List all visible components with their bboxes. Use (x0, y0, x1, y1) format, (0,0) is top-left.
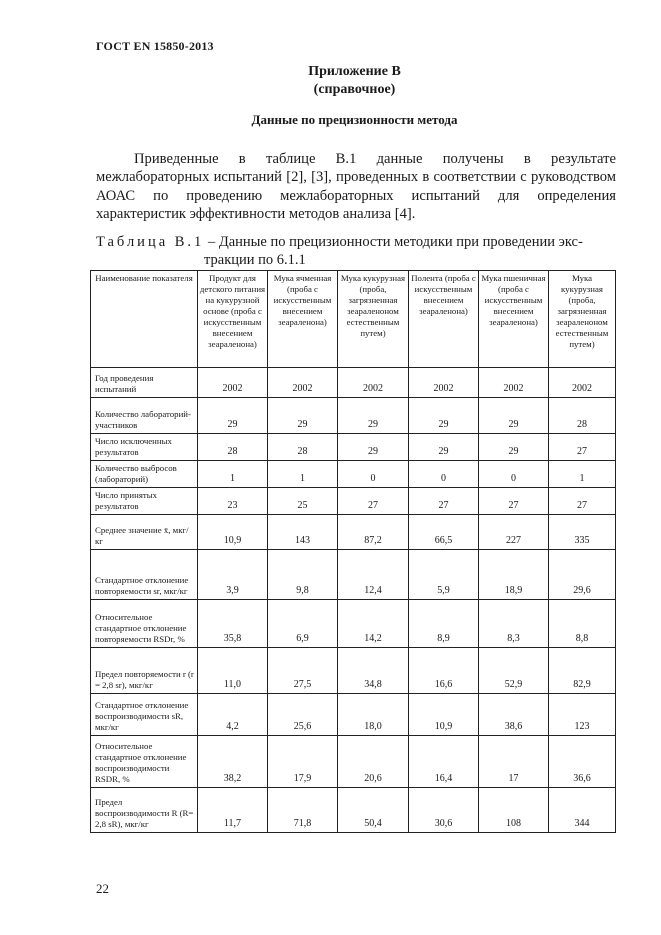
cell-value: 23 (198, 488, 268, 515)
cell-value: 25 (268, 488, 338, 515)
cell-value: 0 (479, 461, 549, 488)
cell-value: 27 (409, 488, 479, 515)
cell-value: 30,6 (409, 788, 479, 833)
header-sample-4: Полента (проба с искусственным внесением зеараленона) (409, 271, 479, 368)
cell-value: 29 (479, 434, 549, 461)
cell-value: 2002 (268, 368, 338, 398)
cell-value: 3,9 (198, 550, 268, 600)
header-parameter: Наименование показателя (91, 271, 198, 368)
cell-value: 2002 (549, 368, 616, 398)
cell-value: 87,2 (338, 515, 409, 550)
row-parameter-name: Число исключенных результатов (91, 434, 198, 461)
header-sample-6: Мука кукурузная (проба, загрязненная зеараленоном естественным путем) (549, 271, 616, 368)
cell-value: 14,2 (338, 600, 409, 648)
table-row (91, 398, 616, 434)
cell-value: 8,8 (549, 600, 616, 648)
cell-value: 2002 (409, 368, 479, 398)
caption-text-line2: тракции по 6.1.1 (204, 252, 306, 268)
cell-value: 6,9 (268, 600, 338, 648)
cell-value: 143 (268, 515, 338, 550)
caption-label: Таблица В.1 (96, 234, 205, 250)
cell-value: 11,0 (198, 648, 268, 694)
cell-value: 1 (268, 461, 338, 488)
cell-value: 29 (198, 398, 268, 434)
cell-value: 34,8 (338, 648, 409, 694)
table-row (91, 694, 616, 736)
table-row (91, 550, 616, 600)
header-sample-5: Мука пшеничная (проба с искусственным внесением зеараленона) (479, 271, 549, 368)
cell-value: 344 (549, 788, 616, 833)
table-row (91, 488, 616, 515)
appendix-title: Приложение В (308, 64, 401, 79)
cell-value: 16,4 (409, 736, 479, 788)
cell-value: 28 (268, 434, 338, 461)
cell-value: 1 (198, 461, 268, 488)
row-parameter-name: Стандартное отклонение повторяемости sr, мкг/кг (91, 550, 198, 600)
row-parameter-name: Относительное стандартное отклонение воспроизводимости RSDR, % (91, 736, 198, 788)
row-parameter-name: Год проведения испытаний (91, 368, 198, 398)
table-row (91, 648, 616, 694)
row-parameter-name: Среднее значение x̄, мкг/кг (91, 515, 198, 550)
row-parameter-name: Число принятых результатов (91, 488, 198, 515)
row-parameter-name: Стандартное отклонение воспроизводимости sR, мкг/кг (91, 694, 198, 736)
cell-value: 10,9 (409, 694, 479, 736)
appendix-heading (0, 63, 661, 99)
cell-value: 29 (338, 398, 409, 434)
header-sample-2: Мука ячменная (проба с искусственным внесением зеараленона) (268, 271, 338, 368)
cell-value: 8,3 (479, 600, 549, 648)
cell-value: 9,8 (268, 550, 338, 600)
table-row (91, 788, 616, 833)
cell-value: 12,4 (338, 550, 409, 600)
cell-value: 35,8 (198, 600, 268, 648)
cell-value: 2002 (338, 368, 409, 398)
table-row (91, 515, 616, 550)
cell-value: 66,5 (409, 515, 479, 550)
cell-value: 227 (479, 515, 549, 550)
cell-value: 5,9 (409, 550, 479, 600)
table-row (91, 434, 616, 461)
cell-value: 27 (338, 488, 409, 515)
cell-value: 335 (549, 515, 616, 550)
cell-value: 82,9 (549, 648, 616, 694)
table-row (91, 600, 616, 648)
caption-text-line1: – Данные по прецизионности методики при проведении экс- (204, 234, 583, 250)
cell-value: 28 (549, 398, 616, 434)
row-parameter-name: Предел повторяемости r (r = 2,8 sr), мкг/кг (91, 648, 198, 694)
cell-value: 123 (549, 694, 616, 736)
cell-value: 29 (409, 434, 479, 461)
cell-value: 28 (198, 434, 268, 461)
cell-value: 29 (268, 398, 338, 434)
row-parameter-name: Количество лабораторий-участников (91, 398, 198, 434)
appendix-subtitle: (справочное) (313, 82, 396, 97)
cell-value: 27,5 (268, 648, 338, 694)
cell-value: 0 (338, 461, 409, 488)
cell-value: 71,8 (268, 788, 338, 833)
cell-value: 27 (549, 488, 616, 515)
cell-value: 27 (479, 488, 549, 515)
cell-value: 10,9 (198, 515, 268, 550)
section-title: Данные по прецизионности метода (251, 112, 458, 127)
cell-value: 17 (479, 736, 549, 788)
cell-value: 17,9 (268, 736, 338, 788)
cell-value: 18,0 (338, 694, 409, 736)
table-row (91, 368, 616, 398)
row-parameter-name: Относительное стандартное отклонение повторяемости RSDr, % (91, 600, 198, 648)
cell-value: 11,7 (198, 788, 268, 833)
intro-paragraph: Приведенные в таблице В.1 данные получены в результате межлабораторных испытаний [2], [3], проведенных в соответствии с руководством АОАС по проведению межлабораторных испытаний для определения характеристик эффективности методов анализа [4]. (96, 151, 616, 223)
cell-value: 1 (549, 461, 616, 488)
cell-value: 29 (338, 434, 409, 461)
cell-value: 18,9 (479, 550, 549, 600)
standard-code: ГОСТ EN 15850-2013 (96, 39, 214, 53)
table-header-row (91, 271, 616, 368)
cell-value: 29 (479, 398, 549, 434)
cell-value: 38,6 (479, 694, 549, 736)
header-sample-3: Мука кукурузная (проба, загрязненная зеараленоном естественным путем) (338, 271, 409, 368)
precision-table (90, 270, 616, 833)
cell-value: 52,9 (479, 648, 549, 694)
cell-value: 108 (479, 788, 549, 833)
cell-value: 2002 (198, 368, 268, 398)
cell-value: 4,2 (198, 694, 268, 736)
cell-value: 25,6 (268, 694, 338, 736)
cell-value: 29,6 (549, 550, 616, 600)
cell-value: 50,4 (338, 788, 409, 833)
header-sample-1: Продукт для детского питания на кукурузной основе (проба с искусственным внесением зеараленона) (198, 271, 268, 368)
cell-value: 38,2 (198, 736, 268, 788)
cell-value: 16,6 (409, 648, 479, 694)
table-row (91, 736, 616, 788)
cell-value: 36,6 (549, 736, 616, 788)
page-number: 22 (96, 881, 109, 896)
cell-value: 8,9 (409, 600, 479, 648)
cell-value: 2002 (479, 368, 549, 398)
row-parameter-name: Предел воспроизводимости R (R= 2,8 sR), мкг/кг (91, 788, 198, 833)
row-parameter-name: Количество выбросов (лабораторий) (91, 461, 198, 488)
cell-value: 20,6 (338, 736, 409, 788)
cell-value: 27 (549, 434, 616, 461)
cell-value: 29 (409, 398, 479, 434)
cell-value: 0 (409, 461, 479, 488)
table-caption (96, 233, 616, 269)
table-row (91, 461, 616, 488)
